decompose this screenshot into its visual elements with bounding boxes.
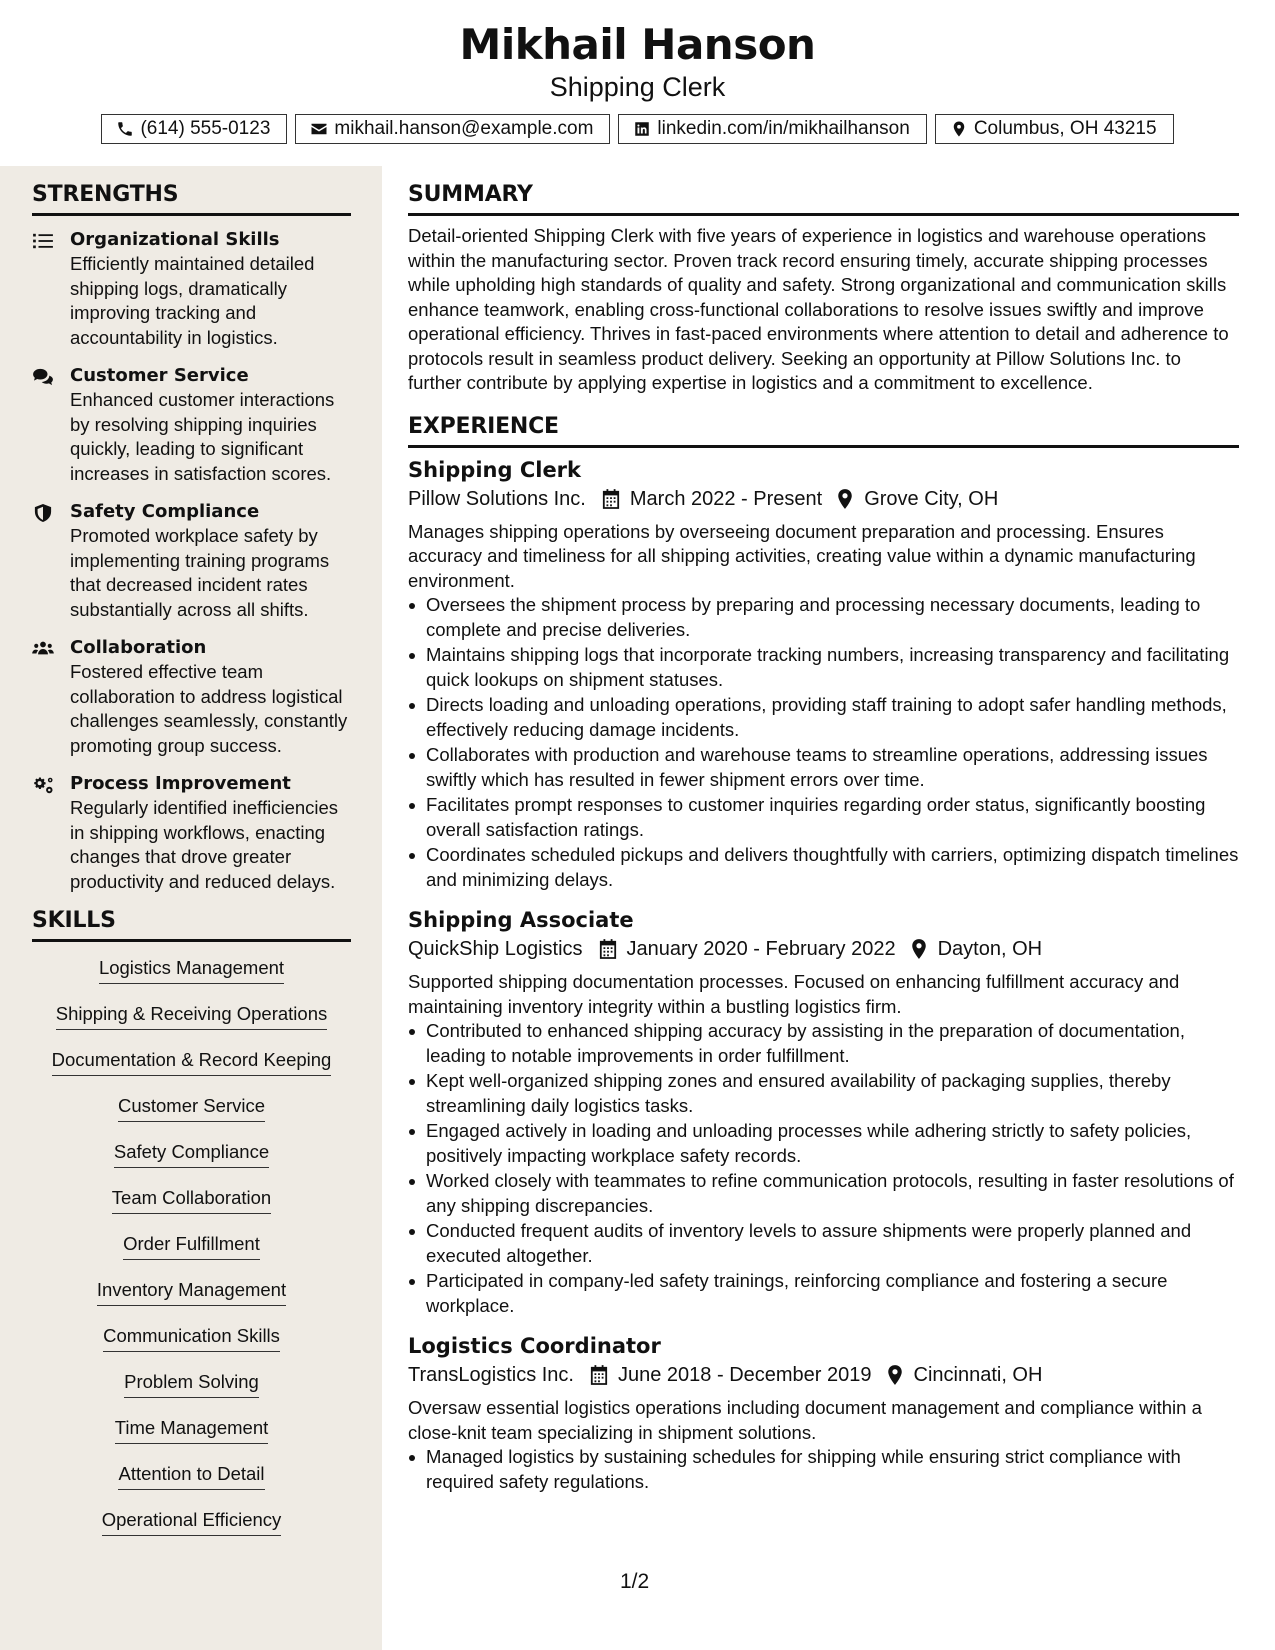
location-text: Columbus, OH 43215 bbox=[973, 118, 1157, 139]
main-content bbox=[408, 182, 1239, 1508]
bullet-item: Facilitates prompt responses to customer inquiries regarding order status, significantly boosting overall satisfaction ratings. bbox=[408, 793, 1239, 842]
contact-email[interactable] bbox=[295, 114, 610, 144]
job-title: Shipping Clerk bbox=[408, 457, 582, 482]
job-description: Oversaw essential logistics operations including document management and compliance within a close-knit team specializing in shipment solutions. bbox=[408, 1397, 1202, 1443]
candidate-title: Shipping Clerk bbox=[549, 72, 726, 102]
bullet-item: Participated in company-led safety trainings, reinforcing compliance and fostering a secure workplace. bbox=[408, 1269, 1239, 1318]
summary-heading: SUMMARY bbox=[408, 182, 1239, 216]
comments-icon bbox=[32, 368, 54, 386]
strength-desc: Enhanced customer interactions by resolving shipping inquiries quickly, leading to significant increases in satisfaction scores. bbox=[70, 389, 335, 484]
bullet-item: Maintains shipping logs that incorporate tracking numbers, increasing transparency and facilitating quick lookups on shipment statuses. bbox=[408, 643, 1239, 692]
job-entry bbox=[408, 906, 1239, 1318]
contact-linkedin[interactable] bbox=[618, 114, 926, 144]
bullet-item: Worked closely with teammates to refine communication protocols, resulting in faster resolutions of any shipping discrepancies. bbox=[408, 1169, 1239, 1218]
job-bullets bbox=[408, 1019, 1239, 1318]
linkedin-text: linkedin.com/in/mikhailhanson bbox=[657, 118, 910, 139]
bullet-item: Collaborates with production and warehouse teams to streamline operations, addressing issues swiftly which has resulted in fewer shipment errors over time. bbox=[408, 743, 1239, 792]
strength-title: Collaboration bbox=[70, 637, 207, 658]
strength-desc: Promoted workplace safety by implementing training programs that decreased incident rates substantially across all shifts. bbox=[70, 525, 330, 620]
job-dates: March 2022 - Present bbox=[629, 487, 823, 510]
strength-item bbox=[32, 228, 351, 350]
strength-item bbox=[32, 772, 351, 894]
contact-bar bbox=[0, 114, 1275, 144]
location-pin-icon bbox=[950, 120, 968, 138]
skill-tag: Inventory Management bbox=[97, 1276, 286, 1306]
skill-tag: Shipping & Receiving Operations bbox=[56, 1000, 328, 1030]
skill-tag: Order Fulfillment bbox=[123, 1230, 260, 1260]
job-bullets bbox=[408, 593, 1239, 892]
strength-desc: Regularly identified inefficiencies in shipping workflows, enacting changes that drove greater productivity and reduced delays. bbox=[70, 797, 339, 892]
list-icon bbox=[32, 232, 54, 250]
job-entry bbox=[408, 1332, 1239, 1494]
linkedin-icon bbox=[633, 120, 651, 138]
strength-desc: Efficiently maintained detailed shipping logs, dramatically improving tracking and accountability in logistics. bbox=[70, 253, 315, 348]
contact-location[interactable] bbox=[935, 114, 1174, 144]
bullet-item: Conducted frequent audits of inventory levels to assure shipments were properly planned and executed altogether. bbox=[408, 1219, 1239, 1268]
bullet-item: Directs loading and unloading operations, providing staff training to adopt safer handling methods, effectively reducing damage incidents. bbox=[408, 693, 1239, 742]
envelope-icon bbox=[310, 120, 328, 138]
strength-title: Customer Service bbox=[70, 365, 249, 386]
strengths-heading: STRENGTHS bbox=[32, 182, 351, 216]
skill-tag: Customer Service bbox=[118, 1092, 265, 1122]
job-location: Cincinnati, OH bbox=[913, 1364, 1043, 1386]
skill-tag: Attention to Detail bbox=[118, 1460, 264, 1490]
job-location: Grove City, OH bbox=[864, 487, 999, 510]
skill-tag: Problem Solving bbox=[124, 1368, 259, 1398]
strength-item bbox=[32, 364, 351, 486]
job-company: TransLogistics Inc. bbox=[408, 1364, 574, 1386]
skill-tag: Operational Efficiency bbox=[102, 1506, 282, 1536]
job-meta bbox=[408, 484, 1239, 514]
job-dates: January 2020 - February 2022 bbox=[626, 938, 896, 960]
skills-heading: SKILLS bbox=[32, 908, 351, 942]
experience-heading: EXPERIENCE bbox=[408, 414, 1239, 448]
summary-text: Detail-oriented Shipping Clerk with five years of experience in logistics and warehouse operations within the manufacturing sector. Proven track record ensuring timely, accurate shipping processes while upholding high standards of quality and safety. Strong organizational and communication skills enhance teamwork, enabling cross-functional collaborations to resolve issues swiftly and improve operational efficiency. Thrives in fast-paced environments where attention to detail and adherence to protocols result in seamless product delivery. Seeking an opportunity at Pillow Solutions Inc. to further contribute by applying expertise in logistics and a commitment to excellence. bbox=[408, 225, 1229, 393]
candidate-name: Mikhail Hanson bbox=[459, 20, 816, 69]
resume-header bbox=[0, 0, 1275, 166]
phone-text: (614) 555-0123 bbox=[140, 118, 271, 139]
strength-title: Organizational Skills bbox=[70, 229, 280, 250]
calendar-icon bbox=[599, 939, 617, 959]
job-title: Shipping Associate bbox=[408, 908, 634, 932]
location-pin-icon bbox=[886, 1365, 904, 1385]
calendar-icon bbox=[590, 1365, 608, 1385]
job-description: Manages shipping operations by overseeing document preparation and processing. Ensures accuracy and timeliness for all shipping activities, creating value within a dynamic manufacturing environment. bbox=[408, 520, 1196, 591]
job-description: Supported shipping documentation processes. Focused on enhancing fulfillment accuracy and maintaining inventory integrity within a bustling logistics firm. bbox=[408, 971, 1180, 1017]
skill-tag: Team Collaboration bbox=[112, 1184, 271, 1214]
contact-phone[interactable] bbox=[101, 114, 287, 144]
job-title: Logistics Coordinator bbox=[408, 1334, 661, 1358]
bullet-item: Engaged actively in loading and unloading processes while adhering strictly to safety policies, positively impacting workplace safety records. bbox=[408, 1119, 1239, 1168]
bullet-item: Contributed to enhanced shipping accuracy by assisting in the preparation of documentation, leading to notable improvements in order fulfillment. bbox=[408, 1019, 1239, 1068]
job-dates: June 2018 - December 2019 bbox=[618, 1364, 872, 1386]
location-pin-icon bbox=[910, 939, 928, 959]
strength-title: Process Improvement bbox=[70, 773, 291, 794]
job-location: Dayton, OH bbox=[937, 938, 1043, 960]
job-bullets bbox=[408, 1445, 1239, 1494]
skill-tag: Communication Skills bbox=[103, 1322, 280, 1352]
skills-list bbox=[32, 954, 351, 1552]
strength-desc: Fostered effective team collaboration to address logistical challenges seamlessly, constantly promoting group success. bbox=[70, 661, 348, 756]
job-meta bbox=[408, 934, 1239, 964]
gears-icon bbox=[32, 776, 54, 794]
shield-icon bbox=[32, 504, 54, 522]
job-meta bbox=[408, 1360, 1239, 1390]
strength-title: Safety Compliance bbox=[70, 501, 260, 522]
location-pin-icon bbox=[836, 489, 854, 509]
job-company: QuickShip Logistics bbox=[408, 938, 583, 960]
page-number: 1/2 bbox=[620, 1570, 650, 1593]
job-company: Pillow Solutions Inc. bbox=[408, 487, 586, 510]
strength-item bbox=[32, 500, 351, 622]
bullet-item: Oversees the shipment process by preparing and processing necessary documents, leading to complete and precise deliveries. bbox=[408, 593, 1239, 642]
calendar-icon bbox=[602, 489, 620, 509]
job-entry bbox=[408, 456, 1239, 893]
skill-tag: Safety Compliance bbox=[114, 1138, 269, 1168]
skill-tag: Documentation & Record Keeping bbox=[52, 1046, 332, 1076]
sidebar bbox=[0, 166, 382, 1650]
email-text: mikhail.hanson@example.com bbox=[334, 118, 594, 139]
strength-item bbox=[32, 636, 351, 758]
bullet-item: Coordinates scheduled pickups and delivers thoughtfully with carriers, optimizing dispatch timelines and minimizing delays. bbox=[408, 843, 1239, 892]
phone-icon bbox=[116, 120, 134, 138]
bullet-item: Kept well-organized shipping zones and ensured availability of packaging supplies, thereby streamlining daily logistics tasks. bbox=[408, 1069, 1239, 1118]
bullet-item: Managed logistics by sustaining schedules for shipping while ensuring strict compliance with required safety regulations. bbox=[408, 1445, 1239, 1494]
skill-tag: Logistics Management bbox=[99, 954, 284, 984]
users-icon bbox=[32, 640, 54, 658]
skill-tag: Time Management bbox=[115, 1414, 269, 1444]
